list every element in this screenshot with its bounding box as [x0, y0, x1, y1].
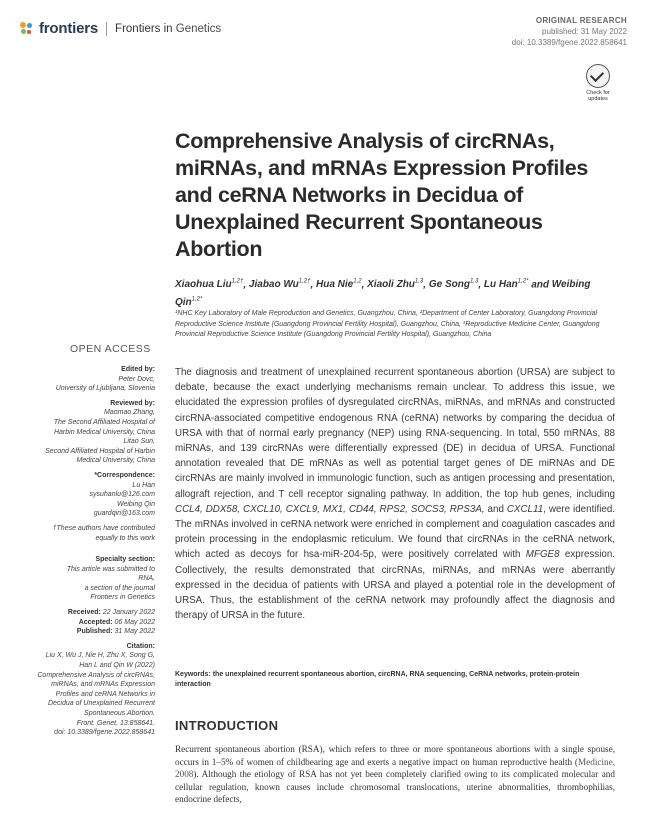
- keywords: Keywords: the unexplained recurrent spontaneous abortion, circRNA, RNA sequencing, CeRNA networks, protein-protein interaction: [175, 671, 580, 688]
- author[interactable]: Xiaoli Zhu$^{1,3}$: [367, 279, 424, 291]
- article-title: Comprehensive Analysis of circRNAs, miRNAs, and mRNAs Expression Profiles and ceRNA Networks in Decidua of Unexplained Recurrent Spontaneous Abortion: [175, 129, 589, 261]
- citation: Citation: Liu X, Wu J, Nie H, Zhu X, Song G, Han L and Qin W (2022) Comprehensive Analysis of circRNAs, miRNAs, and mRNAs Expression Profiles and ceRNA Networks in Decidua of Unexplained Recurrent Spontaneous Abortion. Front. Genet. 13:858641. doi: 10.3389/fgene.2022.858641: [20, 642, 155, 738]
- check-updates-icon: [586, 64, 610, 88]
- author[interactable]: Xiaohua Liu$^{1,2\dagger}$: [175, 279, 244, 291]
- reviewed-by: Reviewed by: Maomao Zhang, The Second Affiliated Hospital of Harbin Medical University, China Litao Sun, Second Affiliated Hospital of Harbin Medical University, China: [45, 399, 155, 465]
- introduction-text: Recurrent spontaneous abortion (RSA), which refers to three or more spontaneous abortions with a single spouse, occurs in 1–5% of women of childbearing age and exerts a negative impact on human reproductive health (Medicine, 2008). Although the etiology of RSA has not yet been completely clarified owing to its complicated molecular and cellular regulation, known causes include chromosomal translocations, uterine abnormalities, thrombophilias, endocrine defects,: [175, 744, 615, 805]
- article-dates: Received: 22 January 2022 Accepted: 06 May 2022 Published: 31 May 2022: [67, 609, 155, 636]
- article-sidebar: [20, 365, 155, 743]
- edited-by: Edited by: Peter Dovc, University of Ljubljana, Slovenia: [55, 366, 155, 393]
- doi[interactable]: doi: 10.3389/fgene.2022.858641: [511, 38, 627, 47]
- specialty-section: Specialty section: This article was submitted to RNA, a section of the journal Frontiers in Genetics: [66, 556, 155, 602]
- article-type: ORIGINAL RESEARCH: [535, 16, 627, 25]
- abstract: The diagnosis and treatment of unexplained recurrent spontaneous abortion (URSA) are subject to debate, because the exact underlying mechanisms remain unclear. To address this issue, we elucidated the expression profiles of dysregulated circRNAs, miRNAs, and mRNAs and constructed circRNA-associated competitive endogenous RNA (ceRNA) networks by comparing the decidua of URSA with that of normal early pregnancy (NEP) using RNA-sequencing. In total, 550 mRNAs, 88 miRNAs, and 139 circRNAs were differentially expressed (DE) in decidua of URSA. Functional annotation revealed that DE mRNAs as well as potential target genes of DE miRNAs and DE circRNAs are mainly involved in immunologic function, such as antigen processing and presentation, allograft rejection, and T cell receptor signaling pathway. In addition, the top hub genes, including CCL4, DDX58, CXCL10, CXCL9, MX1, CD44, RPS2, SOCS3, RPS3A, and CXCL11, were identified. The mRNAs involved in ceRNA network were enriched in complement and coagulation cascades and protein processing in the endoplasmic reticulum. We found that circRNAs in the ceRNA network, which acted as decoys for hsa-miR-204-5p, were positively correlated with MFGE8 expression. Collectively, the results demonstrated that circRNAs, miRNAs, and mRNAs were aberrantly expressed in the decidua of patients with URSA and played a potential role in the development of URSA. Thus, the establishment of the ceRNA network may profoundly affect the diagnosis and therapy of URSA in the future.: [175, 367, 615, 622]
- frontiers-logo[interactable]: [20, 20, 221, 37]
- brand-divider: [106, 22, 107, 36]
- author[interactable]: Ge Song$^{1,3}$: [428, 279, 479, 291]
- open-access-label: OPEN ACCESS: [70, 343, 151, 355]
- journal-name[interactable]: Frontiers in Genetics: [115, 22, 222, 35]
- published-date: published: 31 May 2022: [542, 27, 627, 36]
- email-link[interactable]: guardqin@163.com: [93, 510, 155, 518]
- affiliations: ¹NHC Key Laboratory of Male Reproduction and Genetics, Guangzhou, China, ²Department of Center Laboratory, Guangdong Provincial Reproductive Science Institute (Guangdong Provincial Fertility Hospital), Guangzhou, China, ³Reproductive Medicine Center, Guangdong Provincial Reproductive Science Institute (Guangdong Provincial Fertility Hospital), Guangzhou, China: [175, 310, 600, 338]
- author[interactable]: Hua Nie$^{1,2}$: [316, 279, 362, 291]
- author[interactable]: Lu Han$^{1,2*}$: [483, 279, 529, 291]
- author[interactable]: Weibing Qin$^{1,2*}$: [175, 279, 591, 308]
- equal-contribution-note: †These authors have contributed equally to this work: [52, 524, 155, 542]
- frontiers-logo-icon: [20, 22, 34, 36]
- author-list: Xiaohua Liu$^{1,2\dagger}$, Jiabao $Wu^{1,2\dagger}$, Hua Nie$^{1,2}$, Xiaoli Zhu$^{1,3}$, Ge Song$^{1,3}$, Lu Han$^{1,2*}$ and Weibing Qin$^{1,2*}$: [175, 279, 591, 308]
- email-link[interactable]: sysuhanlu@126.com: [89, 491, 155, 499]
- citation-doi[interactable]: doi: 10.3389/fgene.2022.858641: [54, 729, 155, 737]
- author[interactable]: Jiabao $Wu^{1,2\dagger}$: [248, 279, 311, 291]
- citation-link[interactable]: Medicine, 2008: [175, 756, 615, 780]
- section-heading-introduction: INTRODUCTION: [175, 718, 279, 733]
- check-updates-label: Check for updates: [586, 90, 610, 102]
- brand-name: frontiers: [39, 20, 99, 37]
- article-meta: [512, 15, 627, 48]
- check-for-updates-button[interactable]: [583, 64, 613, 102]
- correspondence: *Correspondence: Lu Han sysuhanlu@126.com Weibing Qin guardqin@163.com: [20, 471, 155, 519]
